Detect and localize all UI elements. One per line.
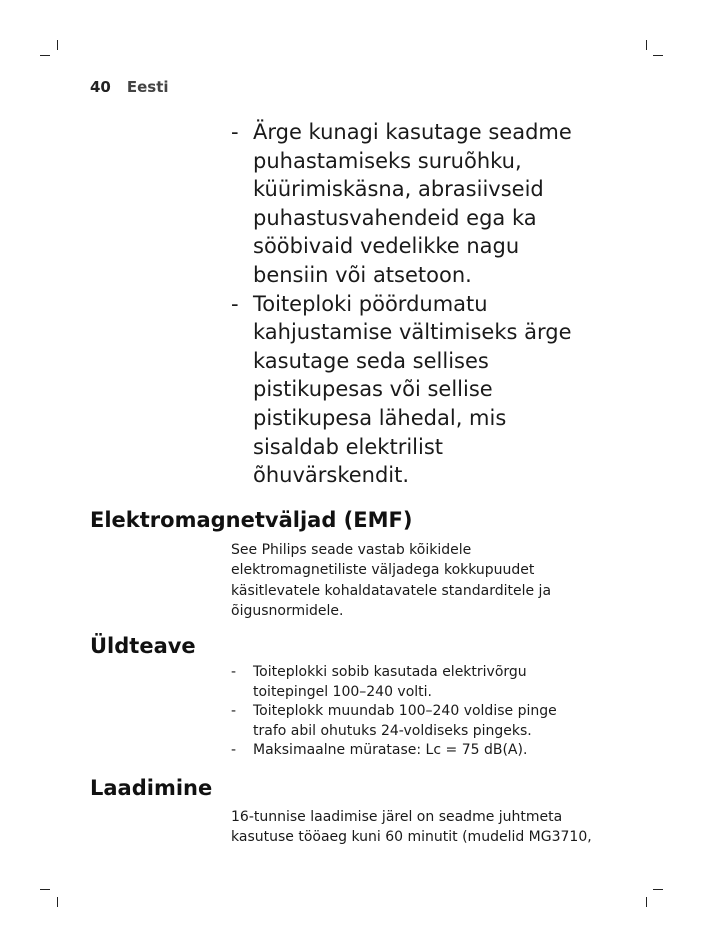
general-line: toitepingel 100–240 volti. [253,683,432,700]
general-heading: Üldteave [90,634,196,658]
warning-line: õhuvärskendit. [253,463,410,488]
warning-item [231,118,671,290]
general-line: Maksimaalne müratase: Lc = 75 dB(A). [253,742,528,758]
warning-list [231,118,671,490]
crop-mark-top-left-v [57,40,58,50]
warning-line: bensiin või atsetoon. [253,262,472,287]
general-item [231,702,631,741]
crop-mark-bottom-left-v [57,897,58,907]
emf-line: käsitlevatele kohaldatavatele standarditele ja [231,582,552,599]
page-language: Eesti [126,78,169,96]
emf-line: See Philips seade vastab kõikidele [231,542,472,558]
crop-mark-top-left-h [40,55,50,56]
list-dash: - [231,291,239,316]
emf-line: elektromagnetiliste väljadega kokkupuudet [231,562,535,579]
warning-line: pistikupesa lähedal, mis [253,405,507,430]
emf-paragraph [231,540,631,621]
crop-mark-bottom-right-h [653,889,663,890]
general-line: Toiteplokki sobib kasutada elektrivõrgu [253,664,527,680]
charging-paragraph [231,807,661,848]
list-dash: - [231,664,237,680]
general-line: trafo abil ohutuks 24-voldiseks pingeks. [253,722,532,739]
warning-line: sööbivaid vedelikke nagu [253,234,520,259]
crop-mark-top-right-v [646,40,647,50]
charging-line: kasutuse tööaeg kuni 60 minutit (mudelid MG3710, [231,829,592,846]
emf-line: õigusnormidele. [231,602,344,619]
warning-line: puhastusvahendeid ega ka [253,205,537,230]
general-line: Toiteplokk muundab 100–240 voldise pinge [253,703,557,719]
warning-line: puhastamiseks suruõhku, [253,148,522,173]
list-dash: - [231,120,239,144]
warning-line: kasutage seda sellises [253,348,489,373]
warning-line: pistikupesas või sellise [253,377,493,402]
warning-line: sisaldab elektrilist [253,434,444,459]
emf-heading: Elektromagnetväljad (EMF) [90,508,413,532]
crop-mark-bottom-right-v [646,897,647,907]
list-dash: - [231,742,237,758]
charging-line: 16-tunnise laadimise järel on seadme juhtmeta [231,809,563,825]
general-item [231,663,631,702]
warning-line: küürimiskäsna, abrasiivseid [253,177,544,202]
general-item [231,741,631,761]
list-dash: - [231,703,237,719]
crop-mark-bottom-left-h [40,889,50,890]
page-number: 40 [90,78,111,96]
warning-item [231,290,671,490]
crop-mark-top-right-h [653,55,663,56]
warning-line: kahjustamise vältimiseks ärge [253,320,572,345]
page-header [90,78,169,96]
charging-heading: Laadimine [90,776,213,800]
warning-line: Toiteploki pöördumatu [253,291,488,316]
warning-line: Ärge kunagi kasutage seadme [253,120,572,144]
general-list [231,663,631,761]
